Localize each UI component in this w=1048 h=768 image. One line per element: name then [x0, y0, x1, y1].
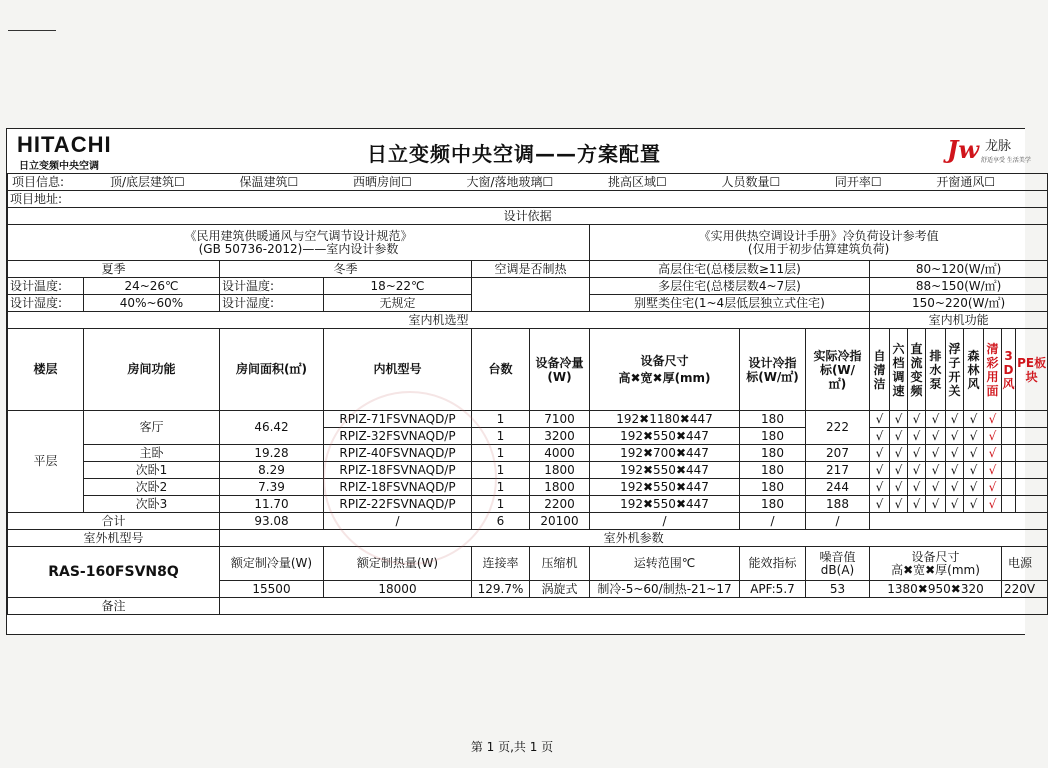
outdoor-compressor: 涡旋式	[530, 581, 590, 598]
check-mark: √	[964, 428, 984, 445]
check-mark: √	[908, 411, 926, 428]
outdoor-col-cooling: 额定制冷量(W)	[220, 547, 324, 581]
spec-reference: 《民用建筑供暖通风与空气调节设计规范》 (GB 50736-2012)——室内设计参数	[8, 225, 590, 261]
check-mark: √	[984, 445, 1002, 462]
empty-cell	[1016, 496, 1048, 513]
brand-slogan: 舒适享受 生活美学	[981, 157, 1031, 164]
option-large-window: 大窗/落地玻璃☐	[466, 174, 554, 189]
load-value: 88~150(W/㎡)	[870, 278, 1048, 295]
unit-model: RPIZ-18FSVNAQD/P	[324, 479, 472, 496]
check-mark: √	[870, 462, 890, 479]
empty-cell	[1002, 445, 1016, 462]
check-mark: √	[926, 479, 946, 496]
outdoor-title-row	[8, 530, 1048, 547]
unit-cooling: 2200	[530, 496, 590, 513]
option-insulated-building: 保温建筑☐	[239, 174, 299, 189]
outdoor-col-noise: 噪音值 dB(A)	[806, 547, 870, 581]
unit-size: 192✖550✖447	[590, 479, 740, 496]
total-qty: 6	[472, 513, 530, 530]
unit-cooling: 7100	[530, 411, 590, 428]
manual-reference: 《实用供热空调设计手册》冷负荷设计参考值 (仅用于初步估算建筑负荷)	[590, 225, 1048, 261]
winter-temp-value: 18~22℃	[324, 278, 472, 295]
room-area: 7.39	[220, 479, 324, 496]
fn-float-switch: 浮子开关	[946, 329, 964, 411]
check-mark: √	[964, 496, 984, 513]
actual-index: 207	[806, 445, 870, 462]
col-area: 房间面积(㎡)	[220, 329, 324, 411]
outdoor-col-efficiency: 能效指标	[740, 547, 806, 581]
load-type: 高层住宅(总楼层数≥11层)	[590, 261, 870, 278]
remark-value	[220, 598, 1048, 615]
outdoor-col-power: 电源	[1002, 547, 1048, 581]
outdoor-col-ratio: 连接率	[472, 547, 530, 581]
fn-dc-inverter: 直流变频	[908, 329, 926, 411]
col-model: 内机型号	[324, 329, 472, 411]
check-mark: √	[870, 428, 890, 445]
outdoor-heating: 18000	[324, 581, 472, 598]
actual-index: 222	[806, 411, 870, 445]
summer-humid-value: 40%~60%	[84, 295, 220, 312]
fn-forest-wind: 森林风	[964, 329, 984, 411]
winter-humid-label: 设计湿度:	[220, 295, 324, 312]
unit-cooling: 4000	[530, 445, 590, 462]
check-mark: √	[908, 496, 926, 513]
check-mark: √	[946, 411, 964, 428]
unit-model: RPIZ-18FSVNAQD/P	[324, 462, 472, 479]
empty-cell	[1016, 411, 1048, 428]
check-mark: √	[926, 428, 946, 445]
actual-index: 217	[806, 462, 870, 479]
design-index: 180	[740, 428, 806, 445]
option-occupancy: 人员数量☐	[721, 174, 781, 189]
unit-size: 192✖700✖447	[590, 445, 740, 462]
check-mark: √	[926, 496, 946, 513]
design-index: 180	[740, 462, 806, 479]
col-floor: 楼层	[8, 329, 84, 411]
total-label: 合计	[8, 513, 220, 530]
room-name: 次卧1	[84, 462, 220, 479]
summer-label: 夏季	[8, 261, 220, 278]
col-actual-index: 实际冷指标(W/㎡)	[806, 329, 870, 411]
check-mark: √	[984, 462, 1002, 479]
fn-pe-panel: PE板块	[1016, 329, 1048, 411]
load-value: 80~120(W/㎡)	[870, 261, 1048, 278]
config-table	[7, 173, 1048, 615]
table-row	[8, 479, 1048, 496]
empty-cell	[870, 513, 1048, 530]
check-mark: √	[926, 462, 946, 479]
empty-cell	[1016, 445, 1048, 462]
brand-mark-icon: Jw	[947, 135, 980, 164]
check-mark: √	[946, 445, 964, 462]
sheet-header	[7, 129, 1031, 174]
floor-name: 平层	[8, 411, 84, 513]
project-address-row	[8, 191, 1048, 208]
outdoor-ratio: 129.7%	[472, 581, 530, 598]
total-design-index: /	[740, 513, 806, 530]
config-sheet	[6, 128, 1047, 635]
unit-model: RPIZ-32FSVNAQD/P	[324, 428, 472, 445]
check-mark: √	[984, 411, 1002, 428]
project-info-row	[8, 174, 1048, 191]
empty-cell	[1002, 496, 1016, 513]
check-mark: √	[964, 411, 984, 428]
unit-model: RPIZ-22FSVNAQD/P	[324, 496, 472, 513]
option-high-ceiling: 挑高区域☐	[607, 174, 667, 189]
table-row	[8, 445, 1048, 462]
check-mark: √	[964, 479, 984, 496]
table-row	[8, 411, 1048, 428]
col-size: 设备尺寸 高✖宽✖厚(mm)	[590, 329, 740, 411]
outdoor-range: 制冷-5~60/制热-21~17	[590, 581, 740, 598]
total-model: /	[324, 513, 472, 530]
outdoor-cooling: 15500	[220, 581, 324, 598]
check-mark: √	[964, 462, 984, 479]
check-mark: √	[946, 428, 964, 445]
hitachi-logo-subtitle: 日立变频中央空调	[19, 161, 99, 172]
fn-self-clean: 自清洁	[870, 329, 890, 411]
check-mark: √	[890, 411, 908, 428]
total-actual-index: /	[806, 513, 870, 530]
check-mark: √	[926, 411, 946, 428]
unit-cooling: 1800	[530, 479, 590, 496]
design-index: 180	[740, 411, 806, 428]
check-mark: √	[908, 428, 926, 445]
project-address-label: 项目地址:	[8, 191, 1048, 208]
unit-qty: 1	[472, 411, 530, 428]
page-mark-line	[8, 30, 56, 31]
check-mark: √	[926, 445, 946, 462]
outdoor-params-title: 室外机参数	[220, 530, 1048, 547]
check-mark: √	[946, 479, 964, 496]
design-basis-sources-row	[8, 225, 1048, 261]
outdoor-col-compressor: 压缩机	[530, 547, 590, 581]
actual-index: 188	[806, 496, 870, 513]
check-mark: √	[890, 479, 908, 496]
col-room: 房间功能	[84, 329, 220, 411]
col-design-index: 设计冷指标(W/㎡)	[740, 329, 806, 411]
winter-label: 冬季	[220, 261, 472, 278]
room-name: 次卧3	[84, 496, 220, 513]
indoor-function-title: 室内机功能	[870, 312, 1048, 329]
summer-temp-value: 24~26℃	[84, 278, 220, 295]
empty-cell	[1002, 462, 1016, 479]
total-row	[8, 513, 1048, 530]
check-mark: √	[870, 445, 890, 462]
remark-label: 备注	[8, 598, 220, 615]
winter-temp-label: 设计温度:	[220, 278, 324, 295]
brand-name: 龙脉	[985, 139, 1012, 154]
design-index: 180	[740, 496, 806, 513]
actual-index: 244	[806, 479, 870, 496]
heating-question: 空调是否制热	[472, 261, 590, 278]
unit-cooling: 1800	[530, 462, 590, 479]
design-basis-title-row	[8, 208, 1048, 225]
check-mark: √	[870, 496, 890, 513]
total-area: 93.08	[220, 513, 324, 530]
fn-color-panel: 清彩用面	[984, 329, 1002, 411]
check-mark: √	[908, 479, 926, 496]
total-cooling: 20100	[530, 513, 590, 530]
table-row	[8, 462, 1048, 479]
design-basis-title: 设计依据	[8, 208, 1048, 225]
hitachi-logo: HITACHI	[17, 132, 112, 157]
check-mark: √	[984, 479, 1002, 496]
empty-cell	[1016, 428, 1048, 445]
outdoor-col-size: 设备尺寸 高✖宽✖厚(mm)	[870, 547, 1002, 581]
brand-logo	[947, 133, 1031, 169]
option-top-bottom-floor: 顶/底层建筑☐	[110, 174, 185, 189]
option-west-sun-room: 西晒房间☐	[352, 174, 412, 189]
summer-humid-label: 设计湿度:	[8, 295, 84, 312]
check-mark: √	[870, 479, 890, 496]
check-mark: √	[908, 462, 926, 479]
check-mark: √	[890, 462, 908, 479]
unit-model: RPIZ-40FSVNAQD/P	[324, 445, 472, 462]
unit-qty: 1	[472, 445, 530, 462]
unit-size: 192✖550✖447	[590, 428, 740, 445]
fn-drain-pump: 排水泵	[926, 329, 946, 411]
check-mark: √	[946, 462, 964, 479]
outdoor-model-title: 室外机型号	[8, 530, 220, 547]
room-name: 次卧2	[84, 479, 220, 496]
project-info	[10, 176, 1045, 189]
check-mark: √	[890, 496, 908, 513]
load-type: 多层住宅(总楼层数4~7层)	[590, 278, 870, 295]
season-row	[8, 261, 1048, 278]
col-qty: 台数	[472, 329, 530, 411]
project-info-label: 项目信息:	[12, 174, 65, 189]
load-type: 别墅类住宅(1~4层低层独立式住宅)	[590, 295, 870, 312]
outdoor-header-row	[8, 547, 1048, 581]
check-mark: √	[890, 428, 908, 445]
remark-row	[8, 598, 1048, 615]
total-size: /	[590, 513, 740, 530]
empty-cell	[1002, 479, 1016, 496]
unit-size: 192✖550✖447	[590, 496, 740, 513]
design-index: 180	[740, 479, 806, 496]
room-area: 19.28	[220, 445, 324, 462]
table-row	[8, 496, 1048, 513]
check-mark: √	[964, 445, 984, 462]
room-area: 8.29	[220, 462, 324, 479]
document-title: 日立变频中央空调——方案配置	[367, 142, 661, 166]
indoor-header-row	[8, 329, 1048, 411]
heating-answer	[472, 278, 590, 312]
col-cooling: 设备冷量(W)	[530, 329, 590, 411]
outdoor-col-heating: 额定制热量(W)	[324, 547, 472, 581]
fn-six-speed: 六档调速	[890, 329, 908, 411]
indoor-title-row	[8, 312, 1048, 329]
outdoor-col-range: 运转范围℃	[590, 547, 740, 581]
option-simultaneity: 同开率☐	[834, 174, 882, 189]
empty-cell	[1002, 411, 1016, 428]
outdoor-power: 220V	[1002, 581, 1048, 598]
empty-cell	[1016, 462, 1048, 479]
unit-size: 192✖550✖447	[590, 462, 740, 479]
design-index: 180	[740, 445, 806, 462]
outdoor-noise: 53	[806, 581, 870, 598]
indoor-section-title: 室内机选型	[8, 312, 870, 329]
empty-cell	[1002, 428, 1016, 445]
unit-model: RPIZ-71FSVNAQD/P	[324, 411, 472, 428]
room-area: 46.42	[220, 411, 324, 445]
check-mark: √	[870, 411, 890, 428]
outdoor-efficiency: APF:5.7	[740, 581, 806, 598]
option-window-ventilation: 开窗通风☐	[936, 174, 996, 189]
unit-qty: 1	[472, 479, 530, 496]
check-mark: √	[908, 445, 926, 462]
unit-qty: 1	[472, 496, 530, 513]
summer-temp-label: 设计温度:	[8, 278, 84, 295]
unit-cooling: 3200	[530, 428, 590, 445]
outdoor-model: RAS-160FSVN8Q	[8, 547, 220, 598]
page-number: 第 1 页,共 1 页	[470, 740, 554, 754]
check-mark: √	[984, 496, 1002, 513]
check-mark: √	[890, 445, 908, 462]
check-mark: √	[946, 496, 964, 513]
unit-qty: 1	[472, 462, 530, 479]
room-name: 主卧	[84, 445, 220, 462]
fn-3d-wind: 3D风	[1002, 329, 1016, 411]
empty-cell	[1016, 479, 1048, 496]
check-mark: √	[984, 428, 1002, 445]
temperature-row	[8, 278, 1048, 295]
winter-humid-value: 无规定	[324, 295, 472, 312]
unit-qty: 1	[472, 428, 530, 445]
room-area: 11.70	[220, 496, 324, 513]
load-value: 150~220(W/㎡)	[870, 295, 1048, 312]
outdoor-size: 1380✖950✖320	[870, 581, 1002, 598]
unit-size: 192✖1180✖447	[590, 411, 740, 428]
room-name: 客厅	[84, 411, 220, 445]
